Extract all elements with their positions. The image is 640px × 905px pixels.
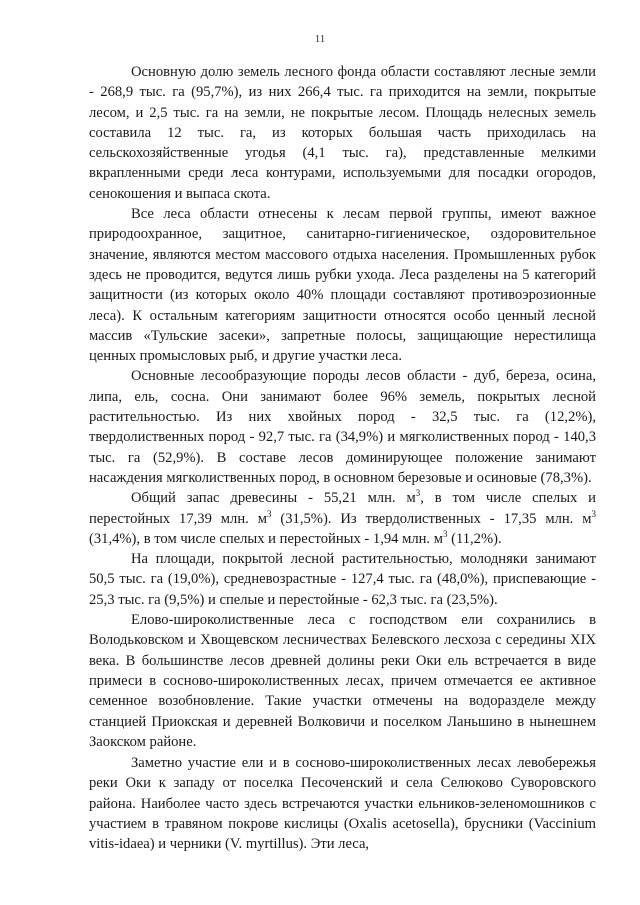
timber-text-1: Общий запас древесины - 55,21 млн. м bbox=[131, 490, 416, 507]
paragraph-tree-species: Основные лесообразующие породы лесов области - дуб, береза, осина, липа, ель, сосна. Они занимают более 96% земель, покрытых лесной растительностью. Из них хвойных пород - 32,5 тыс. га (12,2%), твердолиственных пород - 92,7 тыс. га (34,9%) и мягколиственных пород - 140,3 тыс. га (52,9%). В составе лесов доминирующее положение занимают насаждения мягколиственных пород, в основном березовые и осиновые (78,3%). bbox=[89, 368, 596, 486]
paragraph-spruce-forests: Елово-широколиственные леса с господством ели сохранились в Володьковском и Хвощевском лесничествах Белевского лесхоза с середины XIX века. В большинстве лесов древней долины реки Оки ель встречается в виде примеси в сосново-широколиственных лесах, причем отмечается ее активное семенное возобновление. Такие участки отмечены на водоразделе между станцией Приокская и деревней Волковичи и поселком Ланьшино в нынешнем Заокском районе. bbox=[89, 612, 596, 750]
superscript-3: 3 bbox=[591, 508, 596, 519]
superscript-3: 3 bbox=[266, 508, 272, 519]
superscript-3: 3 bbox=[415, 488, 421, 499]
paragraph-timber-stock bbox=[89, 488, 596, 549]
paragraph-forest-groups: Все леса области отнесены к лесам первой группы, имеют важное природоохранное, защитное, санитарно-гигиеническое, оздоровительное значение, являются местом массового отдыха населения. Промышленных рубок здесь не проводится, ведутся лишь рубки ухода. Леса разделены на 5 категорий защитности (из которых около 40% площади составляют противоэрозионные леса). К остальным категориям защитности относятся особо ценный лесной массив «Тульские засеки», запретные полосы, защищающие нерестилища ценных промысловых рыб, и другие участки леса. bbox=[89, 206, 596, 365]
superscript-3: 3 bbox=[442, 528, 448, 539]
timber-text-5: (11,2%). bbox=[447, 530, 502, 547]
timber-text-2: , в том числе спелых и перестойных 17,39 млн. м bbox=[89, 490, 596, 527]
timber-text-4: (31,4%), в том числе спелых и перестойных - 1,94 млн. м bbox=[89, 530, 443, 547]
timber-text-3: (31,5%). Из твердолиственных - 17,35 млн. м bbox=[271, 510, 592, 527]
paragraph-age-structure: На площади, покрытой лесной растительностью, молодняки занимают 50,5 тыс. га (19,0%), средневозрастные - 127,4 тыс. га (48,0%), приспевающие - 25,3 тыс. га (9,5%) и спелые и перестойные - 62,3 тыс. га (23,5%). bbox=[89, 551, 596, 608]
body-text bbox=[89, 62, 596, 855]
paragraph-left-bank-oka: Заметно участие ели и в сосново-широколиственных лесах левобережья реки Оки к западу от поселка Песоченский и села Селюково Суворовского района. Наиболее часто здесь встречаются участки ельников-зеленомошников с участием в травяном покрове кислицы (Oxalis acetosella), брусники (Vaccinium vitis-idaea) и черники (V. myrtillus). Эти леса, bbox=[89, 755, 596, 853]
paragraph-land-fund: Основную долю земель лесного фонда области составляют лесные земли - 268,9 тыс. га (95,7%), из них 266,4 тыс. га приходится на земли, покрытые лесом, и 2,5 тыс. га на земли, не покрытые лесом. Площадь нелесных земель составила 12 тыс. га, из которых большая часть приходилась на сельскохозяйственные угодья (4,1 тыс. га), представленные мелкими вкрапленными среди леса контурами, используемыми для посадки огородов, сенокошения и выпаса скота. bbox=[89, 64, 596, 202]
page-number: 11 bbox=[314, 33, 326, 45]
